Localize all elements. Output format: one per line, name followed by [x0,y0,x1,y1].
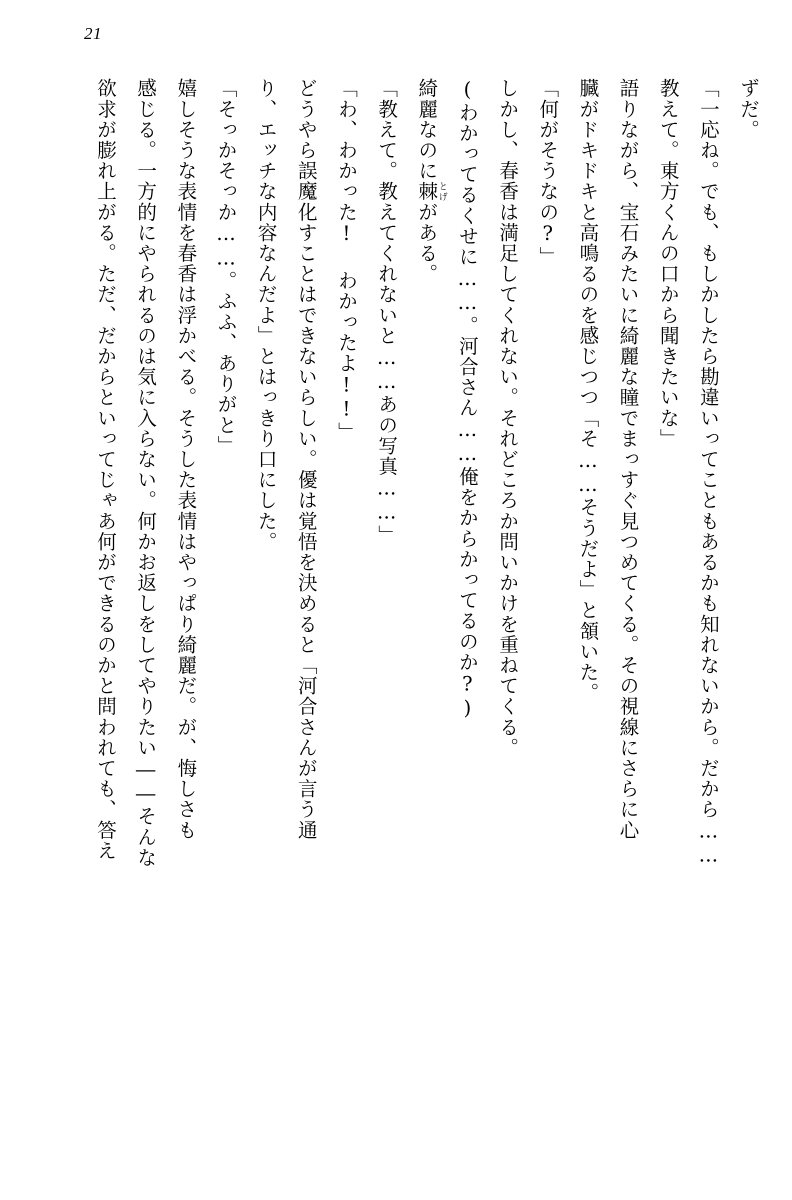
text-line: り、エッチな内容なんだよ」とはっきり口にした。 [254,78,278,552]
text-line: しかし、春香は満足してくれない。それどころか問いかけを重ねてくる。 [496,78,520,758]
text-line: 「教えて。教えてくれないと……あの写真……」 [375,78,399,546]
page-number: 21 [84,24,102,43]
text-line: 「わ、わかった! わかったよ!!」 [334,78,358,443]
text-line: 綺麗なのに棘とげがある。 [415,78,447,285]
text-line: 「そっかそっか……。ふふ、ありがと」 [214,78,238,456]
text-line: 教えて。東方くんの口から聞きたいな」 [656,78,680,449]
page-body-text [30,78,768,1143]
ruby-annotation: 棘とげ [415,181,447,202]
text-line: 感じる。一方的にやられるのは気に入らない。何かお返しをしてやりたい――そんな [134,78,158,868]
text-line: 嬉しそうな表情を春香は浮かべる。そうした表情はやっぱり綺麗だ。が、悔しさも [174,78,198,841]
text-line: 語りながら、宝石みたいに綺麗な瞳でまっすぐ見つめてくる。その視線にさらに心 [616,78,640,841]
text-line: 臓がドキドキと高鳴るのを感じつつ「そ……そうだよ」と頷いた。 [576,78,600,703]
text-line: (わかってるくせに……。河合さん……俺をからかってるのか?) [455,78,479,721]
text-line: 「一応ね。でも、もしかしたら勘違いってこともあるかも知れないから。だから…… [696,78,720,868]
text-line: ずだ。 [737,78,760,140]
text-line: 欲求が膨れ上がる。ただ、だからといってじゃあ何ができるのかと問われても、答え [94,78,117,861]
text-line: どうやら誤魔化すことはできないらしい。優は覚悟を決めると「河合さんが言う通 [294,78,318,841]
text-line: 「何がそうなの?」 [536,78,560,267]
